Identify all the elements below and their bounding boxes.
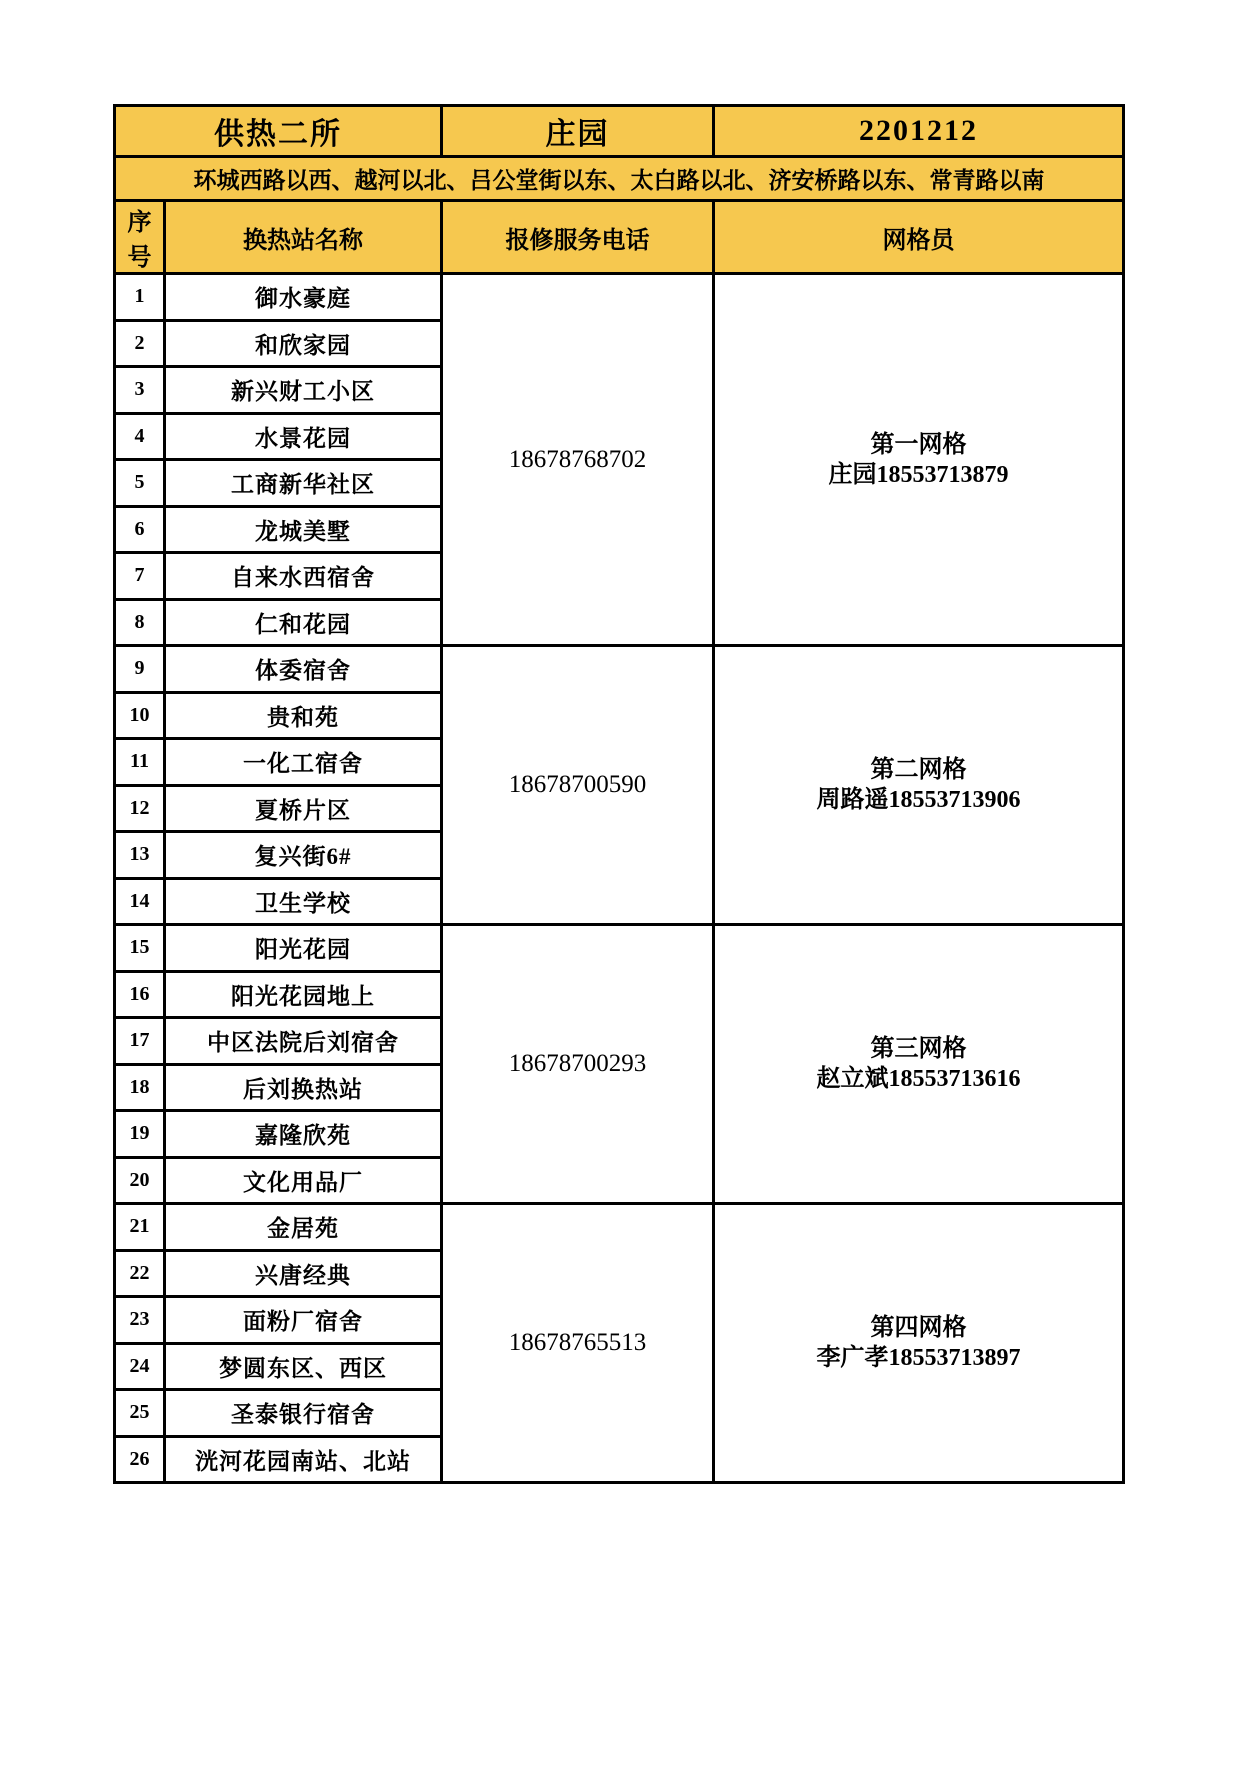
grid-worker bbox=[714, 646, 1124, 925]
station-name: 洸河花园南站、北站 bbox=[165, 1436, 442, 1483]
station-seq: 13 bbox=[115, 832, 165, 879]
grid-name: 第一网格 bbox=[870, 431, 967, 458]
station-seq: 4 bbox=[115, 413, 165, 460]
grid-name: 第三网格 bbox=[870, 1036, 967, 1062]
service-phone: 18678700293 bbox=[442, 925, 714, 1204]
station-seq: 10 bbox=[115, 692, 165, 739]
station-seq: 16 bbox=[115, 971, 165, 1018]
station-seq: 7 bbox=[115, 553, 165, 600]
station-name: 自来水西宿舍 bbox=[165, 553, 442, 600]
column-header-station-name: 换热站名称 bbox=[165, 201, 442, 274]
station-name: 后刘换热站 bbox=[165, 1064, 442, 1111]
station-seq: 23 bbox=[115, 1297, 165, 1344]
station-name: 龙城美墅 bbox=[165, 506, 442, 553]
service-phone: 18678768702 bbox=[442, 274, 714, 646]
table-row bbox=[115, 925, 1124, 972]
region-description: 环城西路以西、越河以北、吕公堂街以东、太白路以北、济安桥路以东、常青路以南 bbox=[115, 157, 1124, 201]
station-seq: 3 bbox=[115, 367, 165, 414]
station-name: 圣泰银行宿舍 bbox=[165, 1390, 442, 1437]
grid-person: 庄园18553713879 bbox=[828, 461, 1009, 488]
grid-name: 第四网格 bbox=[870, 1315, 967, 1341]
station-name: 体委宿舍 bbox=[165, 646, 442, 693]
station-name: 仁和花园 bbox=[165, 599, 442, 646]
heating-station-table bbox=[113, 104, 1125, 1484]
station-name: 面粉厂宿舍 bbox=[165, 1297, 442, 1344]
station-seq: 5 bbox=[115, 460, 165, 507]
station-name: 一化工宿舍 bbox=[165, 739, 442, 786]
grid-worker bbox=[714, 925, 1124, 1204]
station-seq: 18 bbox=[115, 1064, 165, 1111]
grid-name: 第二网格 bbox=[870, 757, 967, 783]
station-seq: 26 bbox=[115, 1436, 165, 1483]
grid-person: 赵立斌18553713616 bbox=[816, 1066, 1021, 1092]
station-seq: 19 bbox=[115, 1111, 165, 1158]
table-row bbox=[115, 646, 1124, 693]
column-header-seq: 序号 bbox=[115, 201, 165, 274]
column-header-service-phone: 报修服务电话 bbox=[442, 201, 714, 274]
station-name: 水景花园 bbox=[165, 413, 442, 460]
grid-worker bbox=[714, 274, 1124, 646]
station-seq: 9 bbox=[115, 646, 165, 693]
table-row bbox=[115, 274, 1124, 321]
station-name: 夏桥片区 bbox=[165, 785, 442, 832]
station-seq: 22 bbox=[115, 1250, 165, 1297]
station-name: 御水豪庭 bbox=[165, 274, 442, 321]
station-seq: 1 bbox=[115, 274, 165, 321]
station-seq: 8 bbox=[115, 599, 165, 646]
title-row bbox=[115, 106, 1124, 157]
station-name: 卫生学校 bbox=[165, 878, 442, 925]
grid-worker bbox=[714, 1204, 1124, 1483]
station-name: 文化用品厂 bbox=[165, 1157, 442, 1204]
service-phone: 18678700590 bbox=[442, 646, 714, 925]
station-seq: 11 bbox=[115, 739, 165, 786]
station-seq: 12 bbox=[115, 785, 165, 832]
code-value: 2201212 bbox=[714, 106, 1124, 157]
column-header-grid-worker: 网格员 bbox=[714, 201, 1124, 274]
station-name: 和欣家园 bbox=[165, 320, 442, 367]
station-seq: 6 bbox=[115, 506, 165, 553]
station-name: 工商新华社区 bbox=[165, 460, 442, 507]
area-title: 庄园 bbox=[442, 106, 714, 157]
station-seq: 21 bbox=[115, 1204, 165, 1251]
station-name: 阳光花园 bbox=[165, 925, 442, 972]
station-name: 兴唐经典 bbox=[165, 1250, 442, 1297]
station-name: 梦圆东区、西区 bbox=[165, 1343, 442, 1390]
table-row bbox=[115, 1204, 1124, 1251]
station-seq: 25 bbox=[115, 1390, 165, 1437]
station-seq: 2 bbox=[115, 320, 165, 367]
office-title: 供热二所 bbox=[115, 106, 442, 157]
service-phone: 18678765513 bbox=[442, 1204, 714, 1483]
station-name: 阳光花园地上 bbox=[165, 971, 442, 1018]
station-seq: 24 bbox=[115, 1343, 165, 1390]
station-name: 新兴财工小区 bbox=[165, 367, 442, 414]
column-header-row bbox=[115, 201, 1124, 274]
grid-person: 李广孝18553713897 bbox=[816, 1345, 1021, 1371]
station-name: 中区法院后刘宿舍 bbox=[165, 1018, 442, 1065]
station-name: 嘉隆欣苑 bbox=[165, 1111, 442, 1158]
station-seq: 14 bbox=[115, 878, 165, 925]
station-seq: 15 bbox=[115, 925, 165, 972]
grid-person: 周路遥18553713906 bbox=[816, 787, 1021, 813]
station-seq: 20 bbox=[115, 1157, 165, 1204]
station-name: 贵和苑 bbox=[165, 692, 442, 739]
station-seq: 17 bbox=[115, 1018, 165, 1065]
station-name: 复兴街6# bbox=[165, 832, 442, 879]
station-name: 金居苑 bbox=[165, 1204, 442, 1251]
region-row bbox=[115, 157, 1124, 201]
